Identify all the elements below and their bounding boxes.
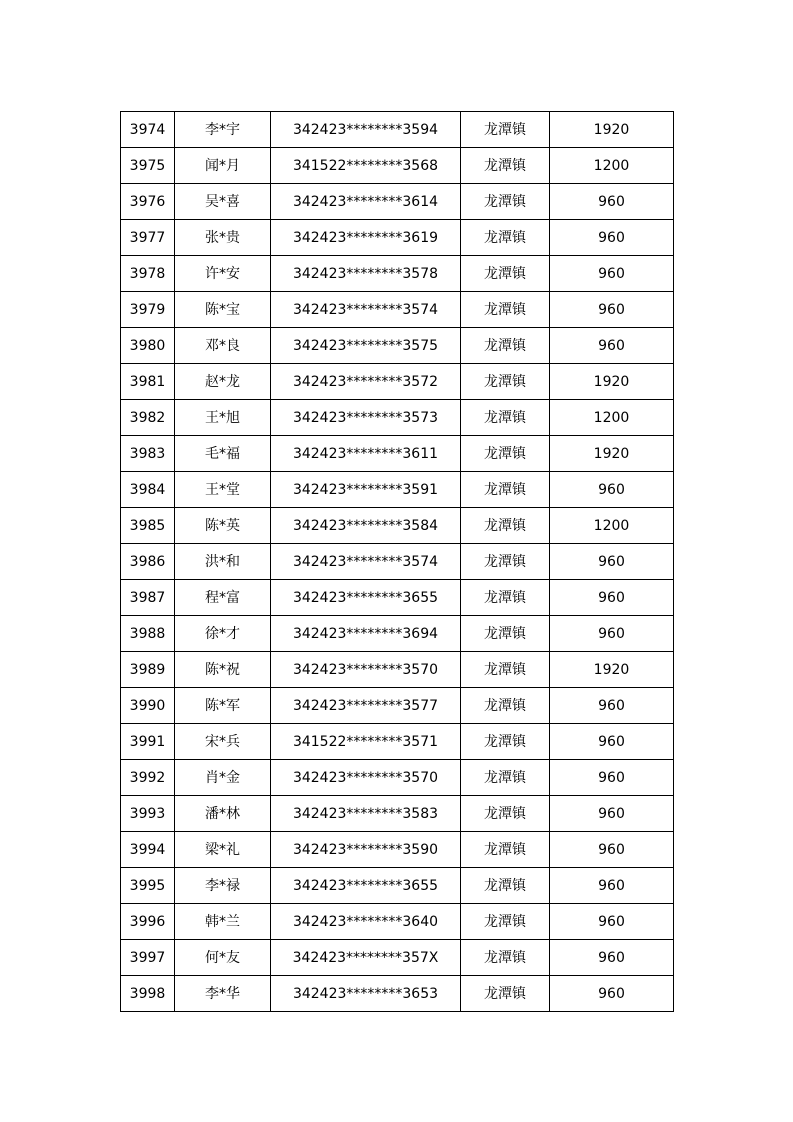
person-name-cell: 肖*金 (175, 760, 271, 796)
town-cell: 龙潭镇 (461, 436, 550, 472)
amount-cell: 960 (550, 760, 674, 796)
person-name-cell: 赵*龙 (175, 364, 271, 400)
table-row (121, 184, 674, 220)
person-name-cell: 陈*军 (175, 688, 271, 724)
person-name-cell: 陈*祝 (175, 652, 271, 688)
id-number-cell: 342423********3570 (271, 652, 461, 688)
table-row (121, 760, 674, 796)
amount-cell: 1200 (550, 400, 674, 436)
table-row (121, 472, 674, 508)
row-number-cell: 3982 (121, 400, 175, 436)
person-name-cell: 邓*良 (175, 328, 271, 364)
person-name-cell: 毛*福 (175, 436, 271, 472)
table-row (121, 292, 674, 328)
amount-cell: 960 (550, 904, 674, 940)
row-number-cell: 3994 (121, 832, 175, 868)
town-cell: 龙潭镇 (461, 868, 550, 904)
roster-table-body (121, 112, 674, 1012)
town-cell: 龙潭镇 (461, 940, 550, 976)
row-number-cell: 3974 (121, 112, 175, 148)
amount-cell: 1920 (550, 436, 674, 472)
id-number-cell: 342423********3694 (271, 616, 461, 652)
amount-cell: 960 (550, 616, 674, 652)
amount-cell: 960 (550, 256, 674, 292)
row-number-cell: 3985 (121, 508, 175, 544)
id-number-cell: 342423********3611 (271, 436, 461, 472)
row-number-cell: 3975 (121, 148, 175, 184)
person-name-cell: 闻*月 (175, 148, 271, 184)
amount-cell: 960 (550, 220, 674, 256)
town-cell: 龙潭镇 (461, 184, 550, 220)
amount-cell: 1920 (550, 652, 674, 688)
table-row (121, 400, 674, 436)
person-name-cell: 何*友 (175, 940, 271, 976)
id-number-cell: 342423********3575 (271, 328, 461, 364)
roster-table (120, 111, 674, 1012)
person-name-cell: 陈*英 (175, 508, 271, 544)
id-number-cell: 342423********3655 (271, 580, 461, 616)
id-number-cell: 342423********3574 (271, 292, 461, 328)
id-number-cell: 342423********3594 (271, 112, 461, 148)
id-number-cell: 342423********3573 (271, 400, 461, 436)
row-number-cell: 3987 (121, 580, 175, 616)
amount-cell: 960 (550, 544, 674, 580)
table-row (121, 508, 674, 544)
town-cell: 龙潭镇 (461, 472, 550, 508)
row-number-cell: 3984 (121, 472, 175, 508)
town-cell: 龙潭镇 (461, 508, 550, 544)
id-number-cell: 342423********3590 (271, 832, 461, 868)
town-cell: 龙潭镇 (461, 688, 550, 724)
table-row (121, 220, 674, 256)
table-row (121, 652, 674, 688)
town-cell: 龙潭镇 (461, 544, 550, 580)
row-number-cell: 3983 (121, 436, 175, 472)
table-row (121, 868, 674, 904)
id-number-cell: 342423********357X (271, 940, 461, 976)
town-cell: 龙潭镇 (461, 976, 550, 1012)
row-number-cell: 3980 (121, 328, 175, 364)
amount-cell: 960 (550, 940, 674, 976)
row-number-cell: 3979 (121, 292, 175, 328)
person-name-cell: 徐*才 (175, 616, 271, 652)
id-number-cell: 342423********3584 (271, 508, 461, 544)
table-row (121, 436, 674, 472)
amount-cell: 960 (550, 688, 674, 724)
id-number-cell: 342423********3570 (271, 760, 461, 796)
amount-cell: 960 (550, 724, 674, 760)
id-number-cell: 342423********3572 (271, 364, 461, 400)
town-cell: 龙潭镇 (461, 220, 550, 256)
town-cell: 龙潭镇 (461, 256, 550, 292)
table-row (121, 544, 674, 580)
table-row (121, 976, 674, 1012)
row-number-cell: 3993 (121, 796, 175, 832)
amount-cell: 960 (550, 292, 674, 328)
id-number-cell: 342423********3640 (271, 904, 461, 940)
row-number-cell: 3977 (121, 220, 175, 256)
table-row (121, 796, 674, 832)
amount-cell: 1200 (550, 148, 674, 184)
id-number-cell: 341522********3568 (271, 148, 461, 184)
person-name-cell: 李*华 (175, 976, 271, 1012)
amount-cell: 960 (550, 328, 674, 364)
person-name-cell: 王*堂 (175, 472, 271, 508)
person-name-cell: 宋*兵 (175, 724, 271, 760)
id-number-cell: 342423********3577 (271, 688, 461, 724)
town-cell: 龙潭镇 (461, 580, 550, 616)
person-name-cell: 王*旭 (175, 400, 271, 436)
row-number-cell: 3981 (121, 364, 175, 400)
amount-cell: 960 (550, 472, 674, 508)
person-name-cell: 李*宇 (175, 112, 271, 148)
table-row (121, 328, 674, 364)
town-cell: 龙潭镇 (461, 904, 550, 940)
person-name-cell: 程*富 (175, 580, 271, 616)
town-cell: 龙潭镇 (461, 328, 550, 364)
id-number-cell: 342423********3619 (271, 220, 461, 256)
person-name-cell: 韩*兰 (175, 904, 271, 940)
person-name-cell: 梁*礼 (175, 832, 271, 868)
amount-cell: 960 (550, 832, 674, 868)
amount-cell: 960 (550, 184, 674, 220)
table-row (121, 112, 674, 148)
table-row (121, 616, 674, 652)
town-cell: 龙潭镇 (461, 112, 550, 148)
town-cell: 龙潭镇 (461, 832, 550, 868)
row-number-cell: 3986 (121, 544, 175, 580)
town-cell: 龙潭镇 (461, 760, 550, 796)
table-row (121, 580, 674, 616)
town-cell: 龙潭镇 (461, 652, 550, 688)
id-number-cell: 342423********3591 (271, 472, 461, 508)
id-number-cell: 341522********3571 (271, 724, 461, 760)
table-row (121, 724, 674, 760)
person-name-cell: 潘*林 (175, 796, 271, 832)
row-number-cell: 3989 (121, 652, 175, 688)
amount-cell: 1920 (550, 364, 674, 400)
amount-cell: 1200 (550, 508, 674, 544)
row-number-cell: 3990 (121, 688, 175, 724)
town-cell: 龙潭镇 (461, 616, 550, 652)
person-name-cell: 洪*和 (175, 544, 271, 580)
row-number-cell: 3992 (121, 760, 175, 796)
person-name-cell: 李*禄 (175, 868, 271, 904)
town-cell: 龙潭镇 (461, 148, 550, 184)
table-row (121, 364, 674, 400)
town-cell: 龙潭镇 (461, 796, 550, 832)
row-number-cell: 3996 (121, 904, 175, 940)
table-row (121, 904, 674, 940)
town-cell: 龙潭镇 (461, 724, 550, 760)
amount-cell: 960 (550, 976, 674, 1012)
person-name-cell: 张*贵 (175, 220, 271, 256)
id-number-cell: 342423********3614 (271, 184, 461, 220)
id-number-cell: 342423********3578 (271, 256, 461, 292)
row-number-cell: 3991 (121, 724, 175, 760)
id-number-cell: 342423********3574 (271, 544, 461, 580)
amount-cell: 960 (550, 868, 674, 904)
amount-cell: 1920 (550, 112, 674, 148)
row-number-cell: 3978 (121, 256, 175, 292)
table-row (121, 148, 674, 184)
table-row (121, 256, 674, 292)
id-number-cell: 342423********3655 (271, 868, 461, 904)
person-name-cell: 陈*宝 (175, 292, 271, 328)
row-number-cell: 3997 (121, 940, 175, 976)
row-number-cell: 3998 (121, 976, 175, 1012)
town-cell: 龙潭镇 (461, 400, 550, 436)
person-name-cell: 许*安 (175, 256, 271, 292)
id-number-cell: 342423********3583 (271, 796, 461, 832)
amount-cell: 960 (550, 796, 674, 832)
amount-cell: 960 (550, 580, 674, 616)
person-name-cell: 吴*喜 (175, 184, 271, 220)
table-row (121, 940, 674, 976)
town-cell: 龙潭镇 (461, 292, 550, 328)
row-number-cell: 3995 (121, 868, 175, 904)
table-row (121, 688, 674, 724)
table-row (121, 832, 674, 868)
row-number-cell: 3988 (121, 616, 175, 652)
town-cell: 龙潭镇 (461, 364, 550, 400)
id-number-cell: 342423********3653 (271, 976, 461, 1012)
row-number-cell: 3976 (121, 184, 175, 220)
